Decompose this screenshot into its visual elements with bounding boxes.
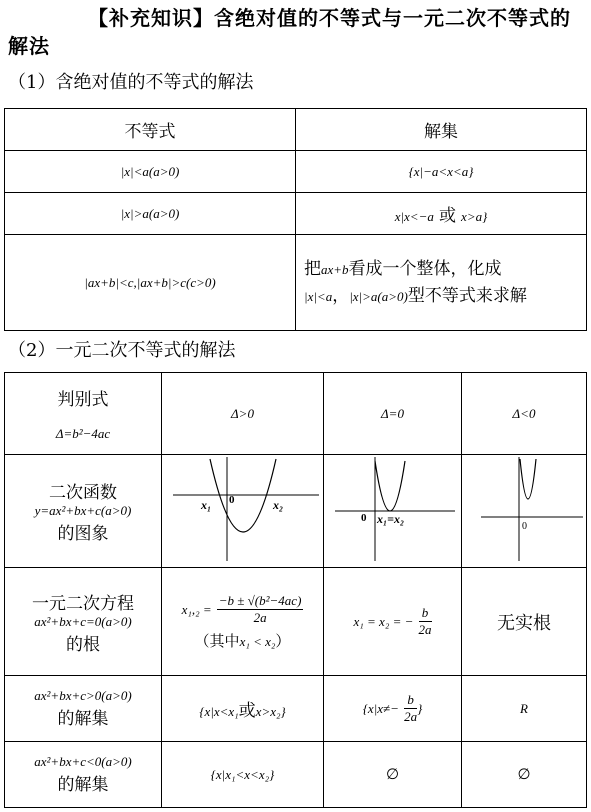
- text-part: 型不等式来求解: [407, 285, 527, 306]
- formula-text: Δ=b²−4ac: [55, 426, 111, 441]
- label-text: 的根: [66, 634, 100, 655]
- parabola-no-root-graph: [463, 455, 586, 563]
- less-two: {x|x₁<x<x₂}: [162, 742, 324, 808]
- origin-label: 0: [521, 521, 527, 532]
- row-label-graph: [5, 455, 162, 568]
- roots-none: 无实根: [462, 568, 587, 676]
- graph-double-root: [324, 455, 462, 568]
- graph-two-roots: [162, 455, 324, 568]
- formula-text: ax²+bx+c<0(a>0): [34, 754, 132, 769]
- numerator: b: [419, 605, 432, 622]
- solution-part: x>x₂}: [255, 704, 286, 719]
- math-part: |x|<a: [304, 288, 333, 304]
- quadratic-formula: [217, 593, 304, 626]
- absolute-value-table: [4, 108, 587, 331]
- roots-lhs: x₁,₂ =: [181, 601, 212, 617]
- origin-label: 0: [228, 494, 234, 506]
- label-text: 的解集: [57, 709, 109, 729]
- inequality-cell: |ax+b|<c,|ax+b|>c(c>0): [5, 235, 296, 331]
- row-label-roots: [5, 568, 162, 676]
- solution-part: }: [417, 701, 423, 716]
- inequality-cell: |x|>a(a>0): [5, 193, 296, 235]
- or-text: 或: [438, 206, 456, 226]
- or-text: 或: [238, 701, 256, 721]
- denominator: 2a: [404, 709, 418, 724]
- origin-label: 0: [360, 512, 366, 524]
- formula-text: y=ax²+bx+c(a>0): [34, 503, 132, 518]
- row-label-less: [5, 742, 162, 808]
- denominator: 2a: [418, 622, 432, 637]
- inequality-cell: |x|<a(a>0): [5, 151, 296, 193]
- greater-double: [324, 676, 462, 742]
- roots-double: [324, 568, 462, 676]
- roots-lhs: x₁ = x₂ = −: [353, 614, 414, 629]
- less-double: ∅: [324, 742, 462, 808]
- denominator: 2a: [253, 609, 267, 625]
- vertex-formula: [419, 605, 432, 638]
- label-text: 的解集: [57, 775, 109, 795]
- vertex-fraction: [404, 692, 417, 725]
- header-inequality: 不等式: [5, 109, 296, 151]
- page-title: 【补充知识】含绝对值的不等式与一元二次不等式的解法: [8, 6, 571, 58]
- solution-part: {x|x≠−: [362, 701, 399, 716]
- formula-text: ax²+bx+c=0(a>0): [34, 613, 132, 629]
- solution-cell: {x|−a<x<a}: [296, 151, 587, 193]
- note-text: ）: [275, 631, 291, 650]
- less-none: ∅: [462, 742, 587, 808]
- text-part: 把: [304, 258, 321, 279]
- x1-label: x₁: [200, 498, 211, 512]
- row-label-greater: [5, 676, 162, 742]
- math-part: ax+b: [321, 261, 349, 277]
- parabola-double-root-graph: [325, 455, 461, 563]
- numerator: −b ± √(b²−4ac): [218, 592, 302, 608]
- note-math: x₁ < x₂: [239, 633, 276, 649]
- label-text: 判别式: [57, 390, 109, 410]
- x2-label: x₂: [272, 498, 283, 512]
- parabola-two-roots-graph: [163, 455, 323, 563]
- roots-two: [162, 568, 324, 676]
- double-root-label: x₁=x₂: [376, 512, 404, 526]
- label-text: 一元二次方程: [32, 593, 134, 614]
- row-label-discriminant: [5, 373, 162, 455]
- quadratic-table: [4, 372, 587, 808]
- solution-part: x>a}: [461, 209, 488, 224]
- formula-text: ax²+bx+c>0(a>0): [34, 688, 132, 703]
- greater-none: R: [462, 676, 587, 742]
- text-part: 看成一个整体，化成: [348, 258, 502, 279]
- section-heading-1: （1）含绝对值的不等式的解法: [8, 72, 254, 93]
- note-text: （其中: [194, 631, 240, 650]
- delta-zero: Δ=0: [324, 373, 462, 455]
- greater-two: [162, 676, 324, 742]
- math-part: |x|>a(a>0): [349, 288, 408, 304]
- solution-cell: [296, 193, 587, 235]
- solution-part: {x|x<x₁: [199, 704, 239, 719]
- section-heading-2: （2）一元二次不等式的解法: [8, 340, 236, 361]
- solution-part: x|x<−a: [394, 209, 434, 224]
- delta-positive: Δ>0: [162, 373, 324, 455]
- label-text: 二次函数: [49, 483, 117, 503]
- graph-no-root: [462, 455, 587, 568]
- numerator: b: [404, 692, 417, 709]
- delta-negative: Δ<0: [462, 373, 587, 455]
- text-part: ，: [332, 285, 350, 306]
- solution-cell: [296, 235, 587, 331]
- header-solution-set: 解集: [296, 109, 587, 151]
- label-text: 的图象: [57, 524, 109, 544]
